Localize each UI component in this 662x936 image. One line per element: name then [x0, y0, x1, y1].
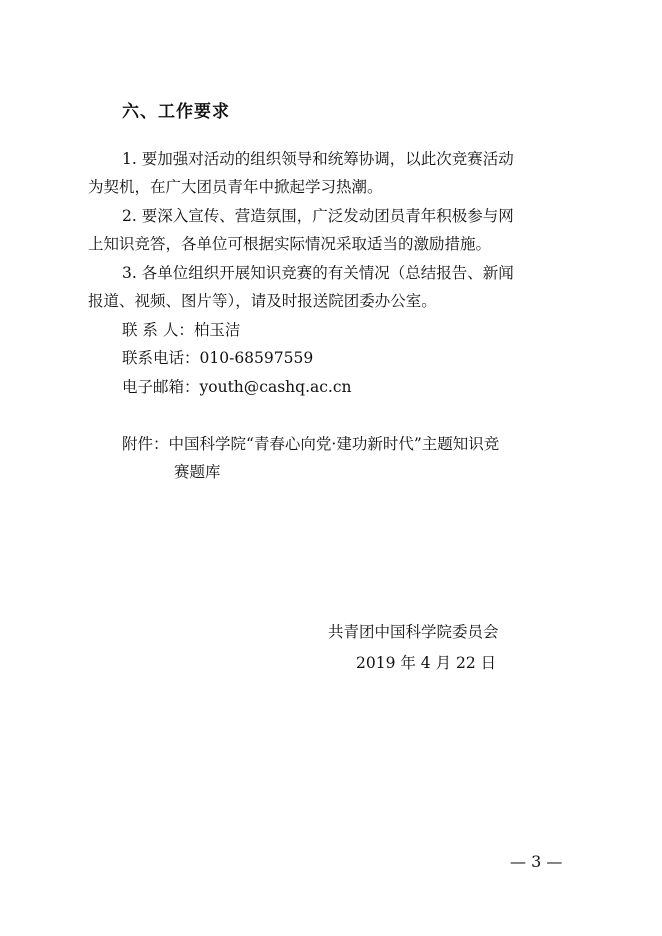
paragraph-2-line-2: 上知识竞答，各单位可根据实际情况采取适当的激励措施。 — [88, 235, 492, 253]
attachment-line-1: 附件：中国科学院“青春心向党·建功新时代”主题知识竞 — [122, 435, 500, 453]
attachment-line-2: 赛题库 — [174, 463, 221, 481]
contact-email: 电子邮箱：youth@cashq.ac.cn — [122, 378, 352, 396]
issue-date: 2019 年 4 月 22 日 — [356, 654, 497, 672]
paragraph-3-line-2: 报道、视频、图片等），请及时报送院团委办公室。 — [88, 292, 437, 310]
paragraph-1-line-1: 1. 要加强对活动的组织领导和统筹协调，以此次竞赛活动 — [122, 150, 514, 168]
paragraph-2-line-1: 2. 要深入宣传、营造氛围，广泛发动团员青年积极参与网 — [122, 207, 514, 225]
section-heading: 六、工作要求 — [122, 102, 230, 122]
contact-phone: 联系电话：010-68597559 — [122, 349, 314, 367]
page-number: — 3 — — [510, 852, 563, 871]
paragraph-3-line-1: 3. 各单位组织开展知识竞赛的有关情况（总结报告、新闻 — [122, 264, 514, 282]
paragraph-1-line-2: 为契机，在广大团员青年中掀起学习热潮。 — [88, 178, 383, 196]
issuing-organization: 共青团中国科学院委员会 — [328, 623, 499, 641]
contact-person: 联 系 人：柏玉洁 — [122, 321, 241, 339]
